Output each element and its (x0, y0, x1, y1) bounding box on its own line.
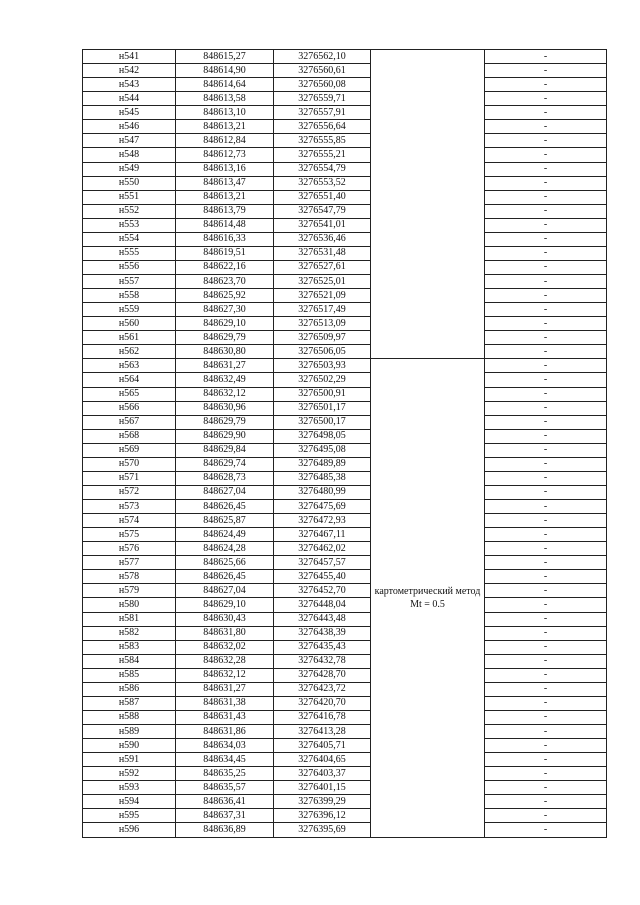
table-row (83, 514, 607, 528)
dash-cell: - (485, 415, 607, 429)
y-coordinate-cell: 3276395,69 (274, 823, 371, 837)
y-coordinate-cell: 3276557,91 (274, 106, 371, 120)
point-number-cell: н562 (83, 345, 176, 359)
table-row (83, 471, 607, 485)
y-coordinate-cell: 3276480,99 (274, 485, 371, 499)
point-number-cell: н568 (83, 429, 176, 443)
y-coordinate-cell: 3276560,61 (274, 64, 371, 78)
x-coordinate-cell: 848613,21 (176, 190, 274, 204)
y-coordinate-cell: 3276513,09 (274, 317, 371, 331)
x-coordinate-cell: 848619,51 (176, 246, 274, 260)
table-row (83, 289, 607, 303)
table-row (83, 781, 607, 795)
y-coordinate-cell: 3276396,12 (274, 809, 371, 823)
y-coordinate-cell: 3276547,79 (274, 204, 371, 218)
point-number-cell: н581 (83, 612, 176, 626)
table-row (83, 485, 607, 499)
x-coordinate-cell: 848634,45 (176, 753, 274, 767)
point-number-cell: н580 (83, 598, 176, 612)
point-number-cell: н551 (83, 190, 176, 204)
x-coordinate-cell: 848630,80 (176, 345, 274, 359)
dash-cell: - (485, 120, 607, 134)
y-coordinate-cell: 3276501,17 (274, 401, 371, 415)
y-coordinate-cell: 3276420,70 (274, 696, 371, 710)
y-coordinate-cell: 3276472,93 (274, 514, 371, 528)
x-coordinate-cell: 848624,28 (176, 542, 274, 556)
point-number-cell: н553 (83, 218, 176, 232)
x-coordinate-cell: 848632,12 (176, 668, 274, 682)
dash-cell: - (485, 457, 607, 471)
table-row (83, 668, 607, 682)
table-row (83, 795, 607, 809)
x-coordinate-cell: 848628,73 (176, 471, 274, 485)
x-coordinate-cell: 848615,27 (176, 50, 274, 64)
dash-cell: - (485, 598, 607, 612)
y-coordinate-cell: 3276428,70 (274, 668, 371, 682)
x-coordinate-cell: 848613,58 (176, 92, 274, 106)
x-coordinate-cell: 848631,27 (176, 682, 274, 696)
table-row (83, 260, 607, 274)
dash-cell: - (485, 612, 607, 626)
point-number-cell: н555 (83, 246, 176, 260)
y-coordinate-cell: 3276443,48 (274, 612, 371, 626)
dash-cell: - (485, 795, 607, 809)
y-coordinate-cell: 3276536,46 (274, 232, 371, 246)
y-coordinate-cell: 3276405,71 (274, 739, 371, 753)
table-body (83, 50, 607, 838)
table-row (83, 64, 607, 78)
table-row (83, 654, 607, 668)
method-cell: картометрический метод Mt = 0.5 (371, 359, 485, 837)
x-coordinate-cell: 848614,90 (176, 64, 274, 78)
point-number-cell: н576 (83, 542, 176, 556)
table-row (83, 626, 607, 640)
y-coordinate-cell: 3276485,38 (274, 471, 371, 485)
x-coordinate-cell: 848629,79 (176, 415, 274, 429)
dash-cell: - (485, 443, 607, 457)
point-number-cell: н572 (83, 485, 176, 499)
x-coordinate-cell: 848635,25 (176, 767, 274, 781)
table-row (83, 443, 607, 457)
point-number-cell: н594 (83, 795, 176, 809)
point-number-cell: н560 (83, 317, 176, 331)
x-coordinate-cell: 848613,21 (176, 120, 274, 134)
dash-cell: - (485, 78, 607, 92)
table-row (83, 106, 607, 120)
table-row (83, 725, 607, 739)
x-coordinate-cell: 848637,31 (176, 809, 274, 823)
x-coordinate-cell: 848612,73 (176, 148, 274, 162)
dash-cell: - (485, 514, 607, 528)
x-coordinate-cell: 848624,49 (176, 528, 274, 542)
y-coordinate-cell: 3276554,79 (274, 162, 371, 176)
dash-cell: - (485, 204, 607, 218)
dash-cell: - (485, 275, 607, 289)
x-coordinate-cell: 848635,57 (176, 781, 274, 795)
point-number-cell: н591 (83, 753, 176, 767)
dash-cell: - (485, 246, 607, 260)
point-number-cell: н585 (83, 668, 176, 682)
dash-cell: - (485, 429, 607, 443)
x-coordinate-cell: 848627,04 (176, 584, 274, 598)
point-number-cell: н593 (83, 781, 176, 795)
x-coordinate-cell: 848623,70 (176, 275, 274, 289)
dash-cell: - (485, 50, 607, 64)
point-number-cell: н558 (83, 289, 176, 303)
dash-cell: - (485, 232, 607, 246)
point-number-cell: н566 (83, 401, 176, 415)
dash-cell: - (485, 401, 607, 415)
x-coordinate-cell: 848626,45 (176, 570, 274, 584)
point-number-cell: н592 (83, 767, 176, 781)
point-number-cell: н545 (83, 106, 176, 120)
table-row (83, 190, 607, 204)
y-coordinate-cell: 3276455,40 (274, 570, 371, 584)
dash-cell: - (485, 781, 607, 795)
table-row (83, 303, 607, 317)
table-row (83, 415, 607, 429)
dash-cell: - (485, 668, 607, 682)
x-coordinate-cell: 848613,47 (176, 176, 274, 190)
dash-cell: - (485, 359, 607, 373)
point-number-cell: н552 (83, 204, 176, 218)
y-coordinate-cell: 3276489,89 (274, 457, 371, 471)
table-row (83, 275, 607, 289)
dash-cell: - (485, 753, 607, 767)
x-coordinate-cell: 848630,43 (176, 612, 274, 626)
dash-cell: - (485, 767, 607, 781)
x-coordinate-cell: 848631,86 (176, 725, 274, 739)
dash-cell: - (485, 190, 607, 204)
point-number-cell: н563 (83, 359, 176, 373)
table-row (83, 612, 607, 626)
point-number-cell: н546 (83, 120, 176, 134)
dash-cell: - (485, 739, 607, 753)
table-row (83, 753, 607, 767)
x-coordinate-cell: 848614,48 (176, 218, 274, 232)
y-coordinate-cell: 3276509,97 (274, 331, 371, 345)
dash-cell: - (485, 556, 607, 570)
table-row (83, 542, 607, 556)
y-coordinate-cell: 3276423,72 (274, 682, 371, 696)
point-number-cell: н570 (83, 457, 176, 471)
point-number-cell: н565 (83, 387, 176, 401)
y-coordinate-cell: 3276531,48 (274, 246, 371, 260)
dash-cell: - (485, 331, 607, 345)
table-row (83, 331, 607, 345)
dash-cell: - (485, 260, 607, 274)
x-coordinate-cell: 848632,49 (176, 373, 274, 387)
x-coordinate-cell: 848629,90 (176, 429, 274, 443)
table-row (83, 373, 607, 387)
point-number-cell: н587 (83, 696, 176, 710)
table-row (83, 570, 607, 584)
y-coordinate-cell: 3276432,78 (274, 654, 371, 668)
dash-cell: - (485, 162, 607, 176)
x-coordinate-cell: 848614,64 (176, 78, 274, 92)
table-row (83, 809, 607, 823)
y-coordinate-cell: 3276416,78 (274, 710, 371, 724)
table-row (83, 457, 607, 471)
dash-cell: - (485, 682, 607, 696)
x-coordinate-cell: 848632,02 (176, 640, 274, 654)
y-coordinate-cell: 3276527,61 (274, 260, 371, 274)
table-row (83, 148, 607, 162)
point-number-cell: н578 (83, 570, 176, 584)
point-number-cell: н583 (83, 640, 176, 654)
point-number-cell: н559 (83, 303, 176, 317)
x-coordinate-cell: 848631,27 (176, 359, 274, 373)
dash-cell: - (485, 176, 607, 190)
point-number-cell: н584 (83, 654, 176, 668)
point-number-cell: н571 (83, 471, 176, 485)
table-row (83, 176, 607, 190)
dash-cell: - (485, 654, 607, 668)
y-coordinate-cell: 3276448,04 (274, 598, 371, 612)
dash-cell: - (485, 626, 607, 640)
x-coordinate-cell: 848632,28 (176, 654, 274, 668)
dash-cell: - (485, 303, 607, 317)
y-coordinate-cell: 3276498,05 (274, 429, 371, 443)
x-coordinate-cell: 848631,38 (176, 696, 274, 710)
y-coordinate-cell: 3276517,49 (274, 303, 371, 317)
x-coordinate-cell: 848626,45 (176, 500, 274, 514)
table-row (83, 218, 607, 232)
x-coordinate-cell: 848630,96 (176, 401, 274, 415)
dash-cell: - (485, 387, 607, 401)
dash-cell: - (485, 345, 607, 359)
x-coordinate-cell: 848625,92 (176, 289, 274, 303)
table-row (83, 120, 607, 134)
y-coordinate-cell: 3276506,05 (274, 345, 371, 359)
table-row (83, 696, 607, 710)
table-row (83, 162, 607, 176)
dash-cell: - (485, 542, 607, 556)
x-coordinate-cell: 848613,79 (176, 204, 274, 218)
y-coordinate-cell: 3276500,17 (274, 415, 371, 429)
point-number-cell: н575 (83, 528, 176, 542)
table-row (83, 710, 607, 724)
x-coordinate-cell: 848629,74 (176, 457, 274, 471)
x-coordinate-cell: 848629,79 (176, 331, 274, 345)
point-number-cell: н543 (83, 78, 176, 92)
table-row (83, 429, 607, 443)
table-row (83, 598, 607, 612)
point-number-cell: н556 (83, 260, 176, 274)
y-coordinate-cell: 3276541,01 (274, 218, 371, 232)
point-number-cell: н596 (83, 823, 176, 837)
y-coordinate-cell: 3276467,11 (274, 528, 371, 542)
y-coordinate-cell: 3276551,40 (274, 190, 371, 204)
dash-cell: - (485, 373, 607, 387)
point-number-cell: н589 (83, 725, 176, 739)
point-number-cell: н567 (83, 415, 176, 429)
y-coordinate-cell: 3276521,09 (274, 289, 371, 303)
table-row (83, 359, 607, 373)
y-coordinate-cell: 3276495,08 (274, 443, 371, 457)
x-coordinate-cell: 848631,80 (176, 626, 274, 640)
y-coordinate-cell: 3276403,37 (274, 767, 371, 781)
dash-cell: - (485, 528, 607, 542)
y-coordinate-cell: 3276555,21 (274, 148, 371, 162)
y-coordinate-cell: 3276555,85 (274, 134, 371, 148)
table-row (83, 556, 607, 570)
x-coordinate-cell: 848613,10 (176, 106, 274, 120)
x-coordinate-cell: 848622,16 (176, 260, 274, 274)
table-row (83, 823, 607, 837)
dash-cell: - (485, 471, 607, 485)
table-row (83, 246, 607, 260)
dash-cell: - (485, 710, 607, 724)
table-row (83, 401, 607, 415)
y-coordinate-cell: 3276500,91 (274, 387, 371, 401)
dash-cell: - (485, 92, 607, 106)
x-coordinate-cell: 848632,12 (176, 387, 274, 401)
point-number-cell: н586 (83, 682, 176, 696)
dash-cell: - (485, 823, 607, 837)
point-number-cell: н548 (83, 148, 176, 162)
x-coordinate-cell: 848627,30 (176, 303, 274, 317)
table-row (83, 739, 607, 753)
x-coordinate-cell: 848612,84 (176, 134, 274, 148)
table-row (83, 500, 607, 514)
x-coordinate-cell: 848625,66 (176, 556, 274, 570)
point-number-cell: н595 (83, 809, 176, 823)
y-coordinate-cell: 3276404,65 (274, 753, 371, 767)
x-coordinate-cell: 848629,84 (176, 443, 274, 457)
point-number-cell: н574 (83, 514, 176, 528)
coordinates-table (82, 49, 607, 838)
y-coordinate-cell: 3276525,01 (274, 275, 371, 289)
x-coordinate-cell: 848629,10 (176, 598, 274, 612)
y-coordinate-cell: 3276475,69 (274, 500, 371, 514)
table-row (83, 528, 607, 542)
point-number-cell: н573 (83, 500, 176, 514)
y-coordinate-cell: 3276502,29 (274, 373, 371, 387)
y-coordinate-cell: 3276503,93 (274, 359, 371, 373)
table-row (83, 134, 607, 148)
dash-cell: - (485, 106, 607, 120)
dash-cell: - (485, 134, 607, 148)
dash-cell: - (485, 584, 607, 598)
point-number-cell: н550 (83, 176, 176, 190)
point-number-cell: н549 (83, 162, 176, 176)
point-number-cell: н544 (83, 92, 176, 106)
dash-cell: - (485, 809, 607, 823)
point-number-cell: н561 (83, 331, 176, 345)
point-number-cell: н554 (83, 232, 176, 246)
dash-cell: - (485, 317, 607, 331)
x-coordinate-cell: 848631,43 (176, 710, 274, 724)
x-coordinate-cell: 848636,41 (176, 795, 274, 809)
point-number-cell: н588 (83, 710, 176, 724)
y-coordinate-cell: 3276462,02 (274, 542, 371, 556)
y-coordinate-cell: 3276457,57 (274, 556, 371, 570)
dash-cell: - (485, 289, 607, 303)
dash-cell: - (485, 570, 607, 584)
table-row (83, 345, 607, 359)
table-row (83, 317, 607, 331)
table-row (83, 584, 607, 598)
table-row (83, 682, 607, 696)
y-coordinate-cell: 3276399,29 (274, 795, 371, 809)
point-number-cell: н547 (83, 134, 176, 148)
y-coordinate-cell: 3276413,28 (274, 725, 371, 739)
y-coordinate-cell: 3276401,15 (274, 781, 371, 795)
dash-cell: - (485, 640, 607, 654)
method-cell-empty (371, 50, 485, 359)
table-row (83, 92, 607, 106)
y-coordinate-cell: 3276452,70 (274, 584, 371, 598)
y-coordinate-cell: 3276553,52 (274, 176, 371, 190)
y-coordinate-cell: 3276556,64 (274, 120, 371, 134)
x-coordinate-cell: 848627,04 (176, 485, 274, 499)
table-row (83, 387, 607, 401)
y-coordinate-cell: 3276435,43 (274, 640, 371, 654)
point-number-cell: н542 (83, 64, 176, 78)
point-number-cell: н590 (83, 739, 176, 753)
table-row (83, 204, 607, 218)
dash-cell: - (485, 148, 607, 162)
point-number-cell: н579 (83, 584, 176, 598)
point-number-cell: н582 (83, 626, 176, 640)
table-row (83, 640, 607, 654)
point-number-cell: н557 (83, 275, 176, 289)
dash-cell: - (485, 218, 607, 232)
dash-cell: - (485, 696, 607, 710)
x-coordinate-cell: 848616,33 (176, 232, 274, 246)
point-number-cell: н541 (83, 50, 176, 64)
x-coordinate-cell: 848629,10 (176, 317, 274, 331)
y-coordinate-cell: 3276559,71 (274, 92, 371, 106)
y-coordinate-cell: 3276562,10 (274, 50, 371, 64)
dash-cell: - (485, 725, 607, 739)
x-coordinate-cell: 848636,89 (176, 823, 274, 837)
table-row (83, 78, 607, 92)
x-coordinate-cell: 848613,16 (176, 162, 274, 176)
table-row (83, 767, 607, 781)
x-coordinate-cell: 848634,03 (176, 739, 274, 753)
x-coordinate-cell: 848625,87 (176, 514, 274, 528)
dash-cell: - (485, 64, 607, 78)
dash-cell: - (485, 500, 607, 514)
table-row (83, 232, 607, 246)
point-number-cell: н564 (83, 373, 176, 387)
y-coordinate-cell: 3276560,08 (274, 78, 371, 92)
point-number-cell: н569 (83, 443, 176, 457)
dash-cell: - (485, 485, 607, 499)
table-row (83, 50, 607, 64)
y-coordinate-cell: 3276438,39 (274, 626, 371, 640)
point-number-cell: н577 (83, 556, 176, 570)
